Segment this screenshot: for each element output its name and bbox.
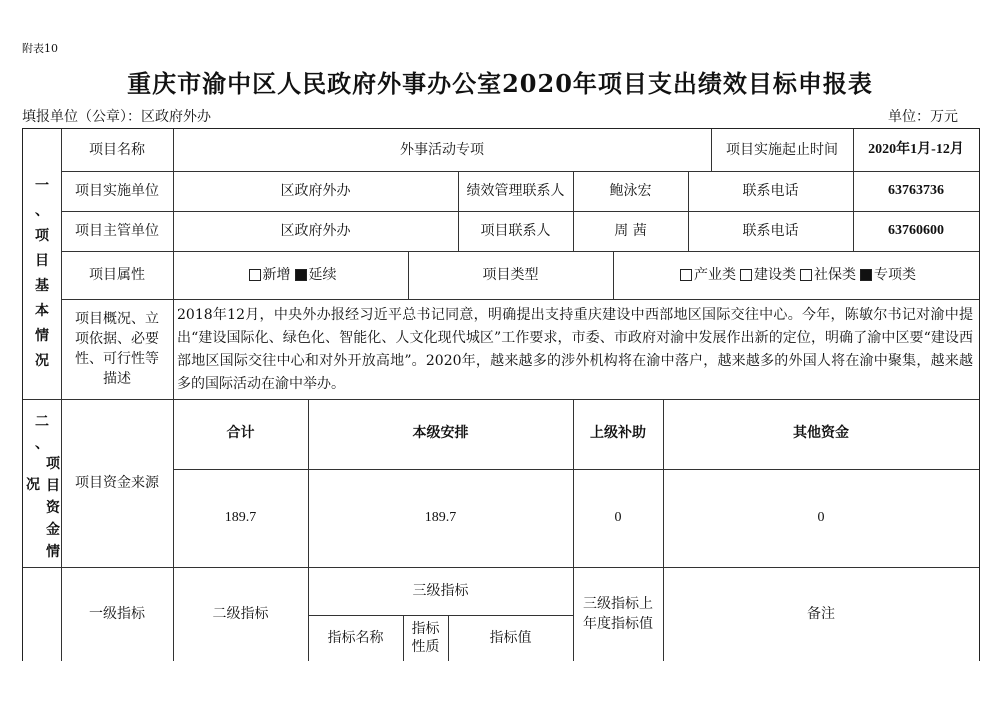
level1-header: 一级指标: [89, 606, 145, 622]
indicator-nature-header: 指标 性质: [411, 621, 440, 655]
type-label: 项目类型: [482, 267, 539, 283]
project-contact-value: 周 茜: [614, 223, 647, 239]
indicator-value-header: 指标值: [489, 630, 532, 646]
header-other: 其他资金: [793, 426, 849, 441]
project-contact-label: 项目联系人: [480, 223, 551, 239]
attr-continue-checkbox[interactable]: [295, 269, 307, 281]
indicator-name-header: 指标名称: [327, 630, 384, 646]
period-value: 2020年1月-12月: [868, 142, 964, 157]
attribute-options: [173, 251, 408, 299]
value-total: 189.7: [224, 510, 257, 525]
header-total: 合计: [226, 426, 255, 441]
appendix-label: 附表10: [22, 42, 58, 55]
overview-label: 项目概况、立 项依据、必要 性、可行性等 描述: [75, 311, 159, 387]
type-industry-label: 产业类: [694, 267, 736, 283]
declaration-table: [22, 128, 980, 661]
impl-unit-value: 区政府外办: [280, 183, 351, 199]
impl-unit-label: 项目实施单位: [75, 183, 159, 199]
type-social-checkbox[interactable]: [800, 269, 812, 281]
level2-header: 二级指标: [212, 606, 269, 622]
type-special-checkbox[interactable]: [860, 269, 872, 281]
attr-new-label: 新增: [262, 267, 291, 283]
level3-header: 三级指标: [412, 583, 469, 599]
type-options: [613, 251, 979, 299]
value-local: 189.7: [424, 510, 457, 525]
perf-contact-label: 绩效管理联系人: [466, 183, 565, 199]
page-title: 重庆市渝中区人民政府外事办公室2020年项目支出绩效目标申报表: [127, 69, 873, 98]
phone-value-2: 63760600: [888, 223, 944, 238]
type-construction-label: 建设类: [754, 267, 796, 283]
amount-unit: 单位：万元: [888, 109, 958, 125]
period-label: 项目实施起止时间: [726, 142, 838, 158]
value-upper: 0: [614, 510, 622, 525]
perf-contact-value: 鲍泳宏: [609, 183, 652, 199]
supervisor-label: 项目主管单位: [75, 223, 159, 239]
type-construction-checkbox[interactable]: [740, 269, 752, 281]
attr-new-checkbox[interactable]: [249, 269, 261, 281]
prev-year-header: 三级指标上 年度指标值: [583, 596, 653, 632]
attr-continue-label: 延续: [308, 267, 337, 283]
type-industry-checkbox[interactable]: [680, 269, 692, 281]
supervisor-value: 区政府外办: [280, 223, 351, 239]
section2-label-top: 二 、: [35, 414, 49, 452]
funding-label: 项目资金来源: [75, 475, 159, 491]
fill-unit: 填报单位（公章）：区政府外办: [22, 109, 211, 125]
header-local: 本级安排: [412, 426, 469, 441]
phone-label-1: 联系电话: [742, 183, 799, 199]
section2-label-left: 况: [26, 477, 40, 493]
section1-label: 一 、 项 目 基 本 情 况: [35, 178, 49, 369]
type-social-label: 社保类: [814, 267, 856, 283]
section2-label-col: 项 目 资 金 情: [46, 456, 60, 560]
project-name-label: 项目名称: [89, 142, 145, 158]
value-other: 0: [817, 510, 825, 525]
phone-label-2: 联系电话: [742, 223, 799, 239]
attribute-label: 项目属性: [89, 267, 145, 283]
header-upper: 上级补助: [590, 426, 646, 441]
phone-value-1: 63763736: [888, 183, 944, 198]
type-special-label: 专项类: [874, 267, 916, 283]
remark-header: 备注: [807, 606, 835, 622]
project-name-value: 外事活动专项: [400, 142, 484, 158]
overview-text: 2018年12月，中央外办报经习近平总书记同意，明确提出支持重庆建设中西部地区国际交往中心。今年，陈敏尔书记对渝中提出“建设国际化、绿色化、智能化、人文化现代城区”工作要求，市委、市政府对渝中发展作出新的定位，明确了渝中区要“建设西部地区国际交往中心和对外开放高地”。2020年，越来越多的涉外机构将在渝中落户，越来越多的外国人将在渝中聚集，越来越多的国际活动在渝中举办。: [177, 307, 973, 392]
